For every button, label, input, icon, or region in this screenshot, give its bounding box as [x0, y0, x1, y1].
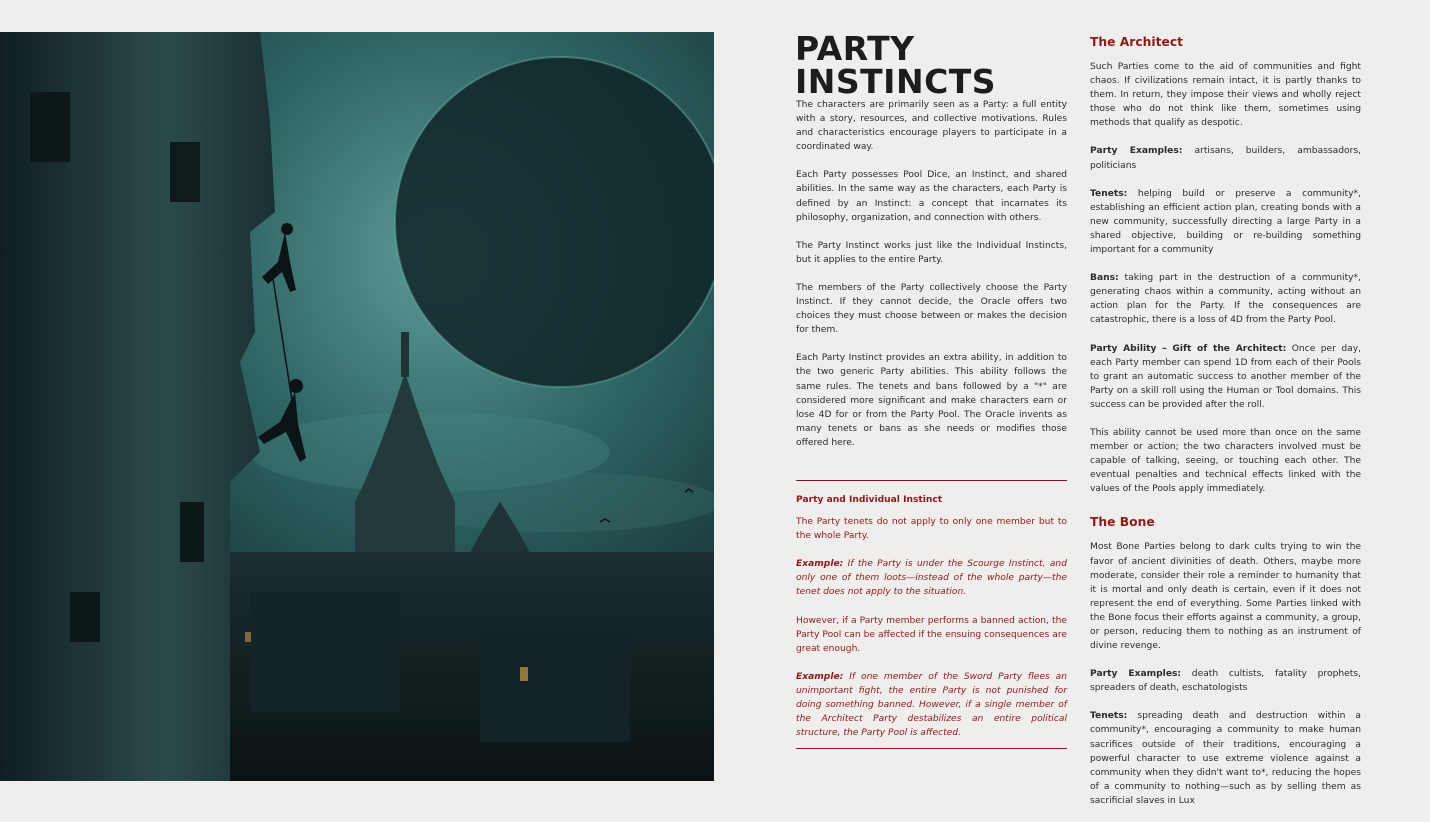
intro-paragraph-2: Each Party possesses Pool Dice, an Instinct, and shared abilities. In the same way as the characters, each Party is defined by an Instinct: a concept that incarnates its philosophy, organization, and connection with others. — [796, 170, 1067, 223]
box-example-1 — [796, 557, 1067, 599]
architect-tenets-text: helping build or preserve a community*, establishing an efficient action plan, creating bonds with a new community, successfully directing a large Party in a shared objective, building or re-building something important for a community — [1090, 188, 1361, 256]
left-column — [796, 30, 1067, 749]
architect-bans — [1090, 271, 1361, 327]
architect-ability — [1090, 342, 1361, 412]
architect-ability-label: Party Ability – Gift of the Architect: — [1090, 343, 1287, 354]
page-title — [795, 29, 1067, 101]
box-example-2-label: Example: — [796, 671, 844, 682]
architect-ability-text: Once per day, each Party member can spend 1D from each of their Pools to grant an automatic success to another member of the Party on a skill roll using the Human or Tool domains. This success can be provided after the roll. — [1090, 343, 1362, 410]
architect-bans-text: taking part in the destruction of a community*, generating chaos within a community, acting without an action plan for the Party. If the consequences are catastrophic, there is a loss of 4D from the Party Pool. — [1090, 273, 1362, 326]
bone-tenets-text: spreading death and destruction within a community*, encouraging a community to make human sacrifices outside of their traditions, encouraging a powerful character to use extreme violence against a community when they didn't want to*, reducing the hopes of a community to nothing—such as by selling them as sacrificial slaves in Lux — [1090, 711, 1361, 806]
architect-examples — [1090, 144, 1361, 172]
bone-tenets — [1090, 709, 1361, 808]
box-top-rule — [796, 480, 1067, 481]
intro-paragraph-5: Each Party Instinct provides an extra ability, in addition to the two generic Party abilities. This ability follows the same rules. The tenets and bans followed by a "*" are considered more significant and make characters earn or lose 4D for or from the Party Pool. The Oracle invents as many tenets or bans as she needs or modifies those offered here. — [796, 353, 1067, 448]
box-example-2 — [796, 670, 1067, 740]
intro-paragraph-3: The Party Instinct works just like the Individual Instincts, but it applies to the entire Party. — [796, 240, 1067, 265]
bone-examples-label: Party Examples: — [1090, 669, 1182, 680]
illustration-icon — [0, 32, 714, 781]
architect-examples-label: Party Examples: — [1090, 146, 1183, 157]
box-example-2-text: If one member of the Sword Party flees an unimportant fight, the entire Party is not punished for doing something banned. However, if a single member of the Architect Party destabilizes an entire political structure, the Party Pool is affected. — [796, 671, 1067, 739]
architect-intro: Such Parties come to the aid of communities and fight chaos. If civilizations remain intact, it is partly thanks to them. In return, they impose their views and wholly reject those who do not think like them, sometimes using methods that qualify as despotic. — [1090, 62, 1361, 129]
right-column — [1090, 30, 1361, 822]
bone-intro: Most Bone Parties belong to dark cults trying to win the favor of ancient divinities of death. Others, maybe more moderate, consider their role a reminder to humanity that it is mortal and only death is certain, even if it does not represent the end of everything. Some Parties linked with the Bone focus their efforts against a community, a group, or person, reducing them to nothing as an instrument of divine revenge. — [1090, 542, 1361, 652]
box-heading: Party and Individual Instinct — [796, 494, 943, 505]
intro-paragraph-4: The members of the Party collectively choose the Party Instinct. If they cannot decide, the Oracle offers two choices they must choose between or makes the decision for them. — [796, 282, 1067, 336]
box-example-1-label: Example: — [796, 559, 844, 570]
architect-tenets-label: Tenets: — [1090, 188, 1128, 199]
bone-examples-text: death cultists, fatality prophets, spreaders of death, eschatologists — [1090, 669, 1361, 694]
bone-heading: The Bone — [1090, 515, 1155, 530]
architect-tenets — [1090, 187, 1361, 257]
architect-ability-note: This ability cannot be used more than once on the same member or action; the two characters involved must be capable of talking, seeing, or touching each other. The eventual penalties and technical effects linked with the values of the Pools apply immediately. — [1090, 427, 1361, 495]
page-title-line-2: INSTINCTS — [795, 62, 997, 101]
page-title-line-1: PARTY — [795, 29, 915, 68]
architect-bans-label: Bans: — [1090, 273, 1119, 284]
box-example-1-text: If the Party is under the Scourge Instinct, and only one of them loots—instead of the whole party—the tenet does not apply to the situation. — [796, 559, 1067, 598]
box-paragraph-2: However, if a Party member performs a banned action, the Party Pool can be affected if the ensuing consequences are great enough. — [796, 615, 1067, 654]
chapter-illustration — [0, 32, 714, 781]
bone-tenets-label: Tenets: — [1090, 711, 1128, 722]
box-paragraph-1: The Party tenets do not apply to only one member but to the whole Party. — [796, 517, 1067, 542]
box-bottom-rule — [796, 748, 1067, 749]
architect-examples-text: artisans, builders, ambassadors, politicians — [1090, 146, 1361, 171]
sidebar-box — [796, 480, 1067, 749]
intro-paragraph-1: The characters are primarily seen as a Party: a full entity with a story, resources, and collective motivations. Rules and characteristics encourage players to participate in a coordinated way. — [796, 100, 1067, 153]
bone-examples — [1090, 667, 1361, 695]
architect-heading: The Architect — [1090, 35, 1183, 49]
